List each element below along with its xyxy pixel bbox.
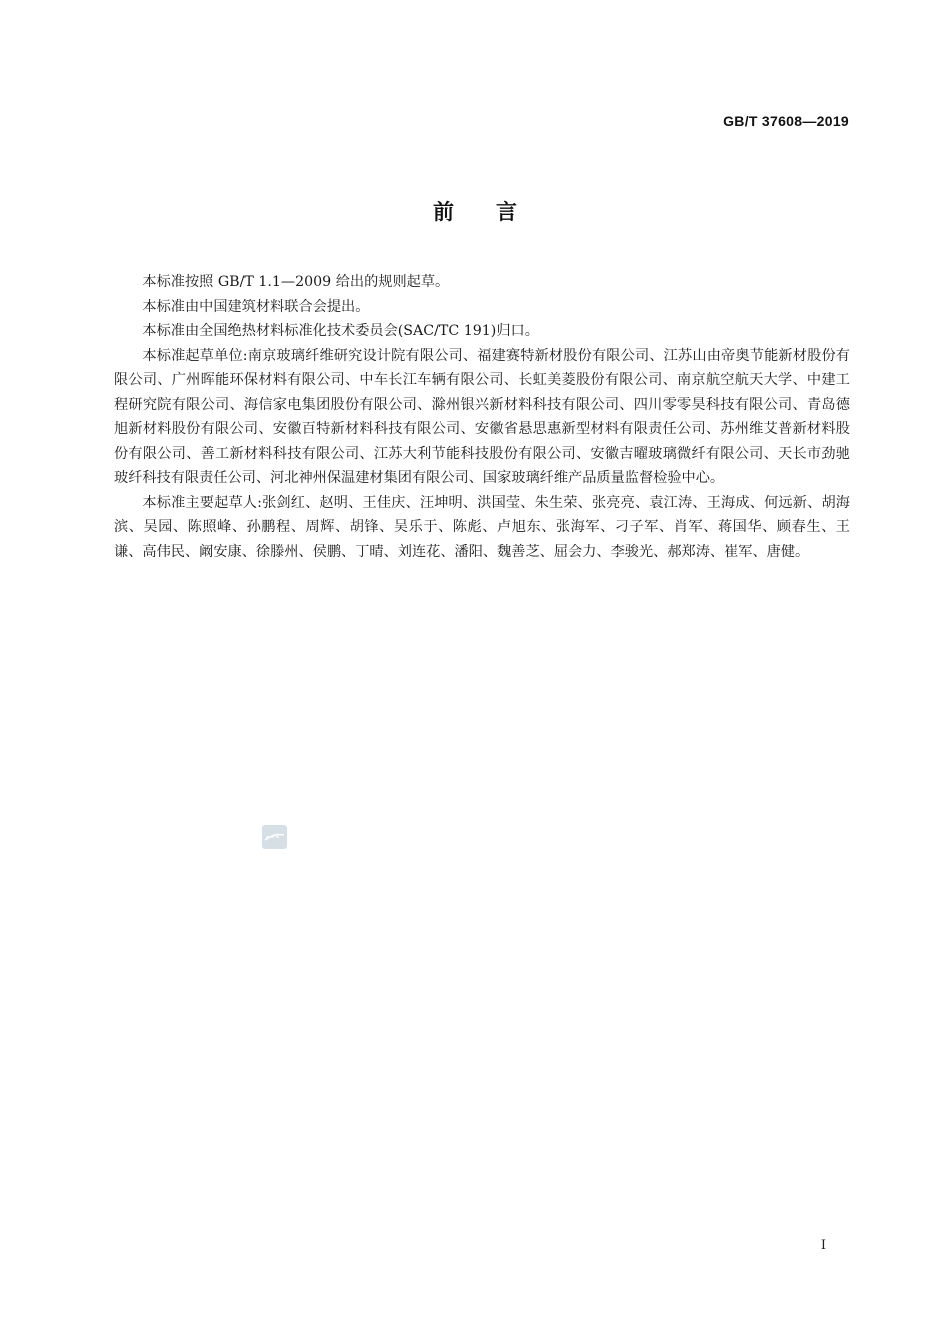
page-number: I — [820, 1238, 826, 1253]
sac-logo-icon — [262, 825, 287, 849]
page-title: 前言 — [433, 200, 559, 224]
paragraph-drafting-rules: 本标准按照 GB/T 1.1—2009 给出的规则起草。 — [142, 274, 450, 290]
paragraph-drafters: 本标准主要起草人:张剑红、赵明、王佳庆、汪坤明、洪国莹、朱生荣、张亮亮、袁江涛、王海成、何远新、胡海滨、吴园、陈照峰、孙鹏程、周辉、胡锋、吴乐于、陈彪、卢旭东、张海军、刁子军、肖军、蒋国华、顾春生、王谦、高伟民、阚安康、徐滕州、侯鹏、丁晴、刘连花、潘阳、魏善芝、屈会力、李骏光、郝郑涛、崔军、唐健。 — [114, 494, 850, 560]
paragraph-proposer: 本标准由中国建筑材料联合会提出。 — [142, 298, 370, 315]
preface-body — [114, 270, 850, 564]
paragraph-committee: 本标准由全国绝热材料标准化技术委员会(SAC/TC 191)归口。 — [142, 323, 539, 339]
standard-number: GB/T 37608—2019 — [723, 113, 849, 129]
paragraph-drafting-units: 本标准起草单位:南京玻璃纤维研究设计院有限公司、福建赛特新材股份有限公司、江苏山由帝奥节能新材股份有限公司、广州晖能环保材料有限公司、中车长江车辆有限公司、长虹美菱股份有限公司、南京航空航天大学、中建工程研究院有限公司、海信家电集团股份有限公司、滁州银兴新材料科技有限公司、四川零零昊科技有限公司、青岛德旭新材料股份有限公司、安徽百特新材料科技有限公司、安徽省悬思惠新型材料有限责任公司、苏州维艾普新材料股份有限公司、善工新材料科技有限公司、江苏大利节能科技股份有限公司、安徽吉曜玻璃微纤有限公司、天长市劲驰玻纤科技有限责任公司、河北神州保温建材集团有限公司、国家玻璃纤维产品质量监督检验中心。 — [114, 347, 850, 486]
